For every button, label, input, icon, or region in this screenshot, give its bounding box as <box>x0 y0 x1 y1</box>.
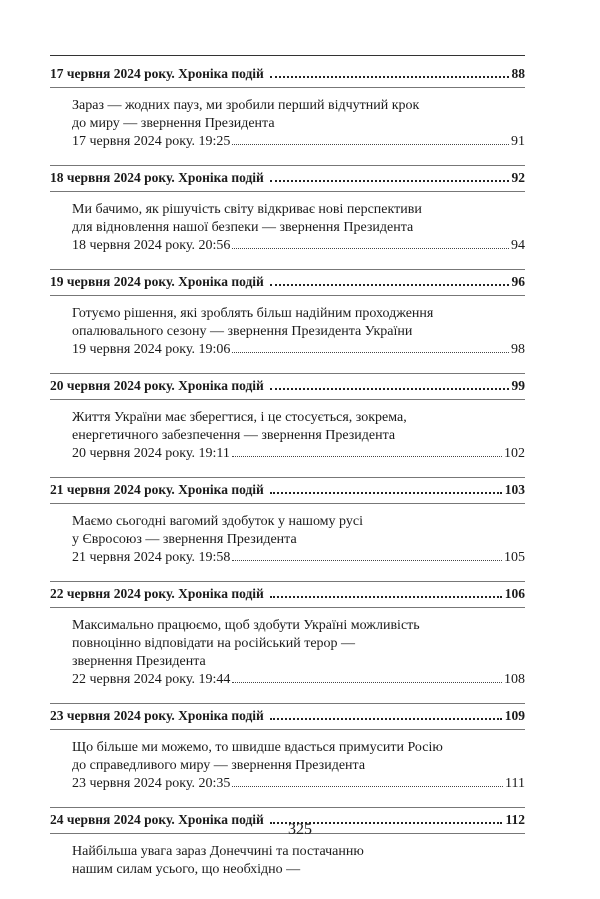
entry-date: 23 червня 2024 року. 20:35 <box>72 776 231 791</box>
dot-leader <box>232 456 502 457</box>
dot-leader <box>270 596 502 598</box>
toc-entry <box>50 192 525 262</box>
heading-page: 99 <box>511 378 525 393</box>
section-gap <box>50 158 525 165</box>
dot-leader <box>270 718 502 720</box>
dot-leader <box>232 560 502 561</box>
toc-entry <box>50 400 525 470</box>
entry-line: Готуємо рішення, які зроблять більш надійним проходження <box>72 306 434 321</box>
entry-line: опалювального сезону — звернення Президента України <box>72 324 413 339</box>
dot-leader <box>232 352 509 353</box>
toc-entry <box>50 834 525 886</box>
heading-title: 21 червня 2024 року. Хроніка подій <box>50 482 264 497</box>
entry-date: 22 червня 2024 року. 19:44 <box>72 672 231 687</box>
toc-heading <box>50 704 525 729</box>
section-gap <box>50 574 525 581</box>
entry-page: 94 <box>511 238 525 253</box>
entry-page: 111 <box>505 776 525 791</box>
entry-line: до справедливого миру — звернення Президента <box>72 758 366 773</box>
dot-leader <box>270 388 509 390</box>
entry-line: енергетичного забезпечення — звернення Президента <box>72 428 396 443</box>
entry-date: 19 червня 2024 року. 19:06 <box>72 342 231 357</box>
heading-page: 96 <box>511 274 525 289</box>
entry-line: для відновлення нашої безпеки — звернення Президента <box>72 220 414 235</box>
heading-title: 20 червня 2024 року. Хроніка подій <box>50 378 264 393</box>
heading-page: 112 <box>505 812 525 827</box>
page-number: 325 <box>288 821 312 838</box>
heading-page: 106 <box>504 586 525 601</box>
entry-date: 18 червня 2024 року. 20:56 <box>72 238 231 253</box>
section-gap <box>50 696 525 703</box>
toc-entry <box>50 88 525 158</box>
heading-page: 92 <box>511 170 525 185</box>
entry-line: повноцінно відповідати на російський терор — <box>72 636 356 651</box>
dot-leader <box>232 786 503 787</box>
top-rule <box>50 55 525 56</box>
toc-heading <box>50 582 525 607</box>
toc-heading <box>50 374 525 399</box>
heading-title: 22 червня 2024 року. Хроніка подій <box>50 586 264 601</box>
heading-title: 23 червня 2024 року. Хроніка подій <box>50 708 264 723</box>
entry-line: Найбільша увага зараз Донеччині та постачанню <box>72 844 364 859</box>
dot-leader <box>232 144 509 145</box>
entry-line: Що більше ми можемо, то швидше вдасться примусити Росію <box>72 740 443 755</box>
entry-date: 21 червня 2024 року. 19:58 <box>72 550 231 565</box>
section-gap <box>50 262 525 269</box>
heading-title: 17 червня 2024 року. Хроніка подій <box>50 66 264 81</box>
toc-entry <box>50 504 525 574</box>
dot-leader <box>270 492 502 494</box>
entry-page: 98 <box>511 342 525 357</box>
toc-heading <box>50 478 525 503</box>
heading-title: 19 червня 2024 року. Хроніка подій <box>50 274 264 289</box>
entry-line: Максимально працюємо, щоб здобути Україні можливість <box>72 618 420 633</box>
entry-page: 108 <box>504 672 525 687</box>
heading-title: 24 червня 2024 року. Хроніка подій <box>50 812 264 827</box>
entry-line: у Євросоюз — звернення Президента <box>72 532 297 547</box>
entry-line: Життя України має зберегтися, і це стосується, зокрема, <box>72 410 407 425</box>
entry-line: звернення Президента <box>72 654 206 669</box>
dot-leader <box>232 248 509 249</box>
toc-entry <box>50 296 525 366</box>
toc-entry <box>50 730 525 800</box>
toc-heading <box>50 166 525 191</box>
heading-page: 109 <box>504 708 525 723</box>
section-gap <box>50 470 525 477</box>
toc-entry <box>50 608 525 696</box>
dot-leader <box>270 76 509 78</box>
toc-heading <box>50 270 525 295</box>
entry-date: 20 червня 2024 року. 19:11 <box>72 446 230 461</box>
section-gap <box>50 366 525 373</box>
entry-line: Ми бачимо, як рішучість світу відкриває нові перспективи <box>72 202 422 217</box>
section-gap <box>50 800 525 807</box>
dot-leader <box>270 284 509 286</box>
heading-title: 18 червня 2024 року. Хроніка подій <box>50 170 264 185</box>
entry-line: Маємо сьогодні вагомий здобуток у нашому русі <box>72 514 363 529</box>
entry-line: до миру — звернення Президента <box>72 116 275 131</box>
table-of-contents <box>50 62 525 886</box>
dot-leader <box>270 180 509 182</box>
dot-leader <box>232 682 502 683</box>
entry-date: 17 червня 2024 року. 19:25 <box>72 134 231 149</box>
entry-line: Зараз — жодних пауз, ми зробили перший відчутний крок <box>72 98 420 113</box>
entry-page: 102 <box>504 446 525 461</box>
toc-heading <box>50 62 525 87</box>
entry-line: нашим силам усього, що необхідно — <box>72 862 301 877</box>
entry-page: 91 <box>511 134 525 149</box>
heading-page: 88 <box>511 66 525 81</box>
heading-page: 103 <box>504 482 525 497</box>
entry-page: 105 <box>504 550 525 565</box>
